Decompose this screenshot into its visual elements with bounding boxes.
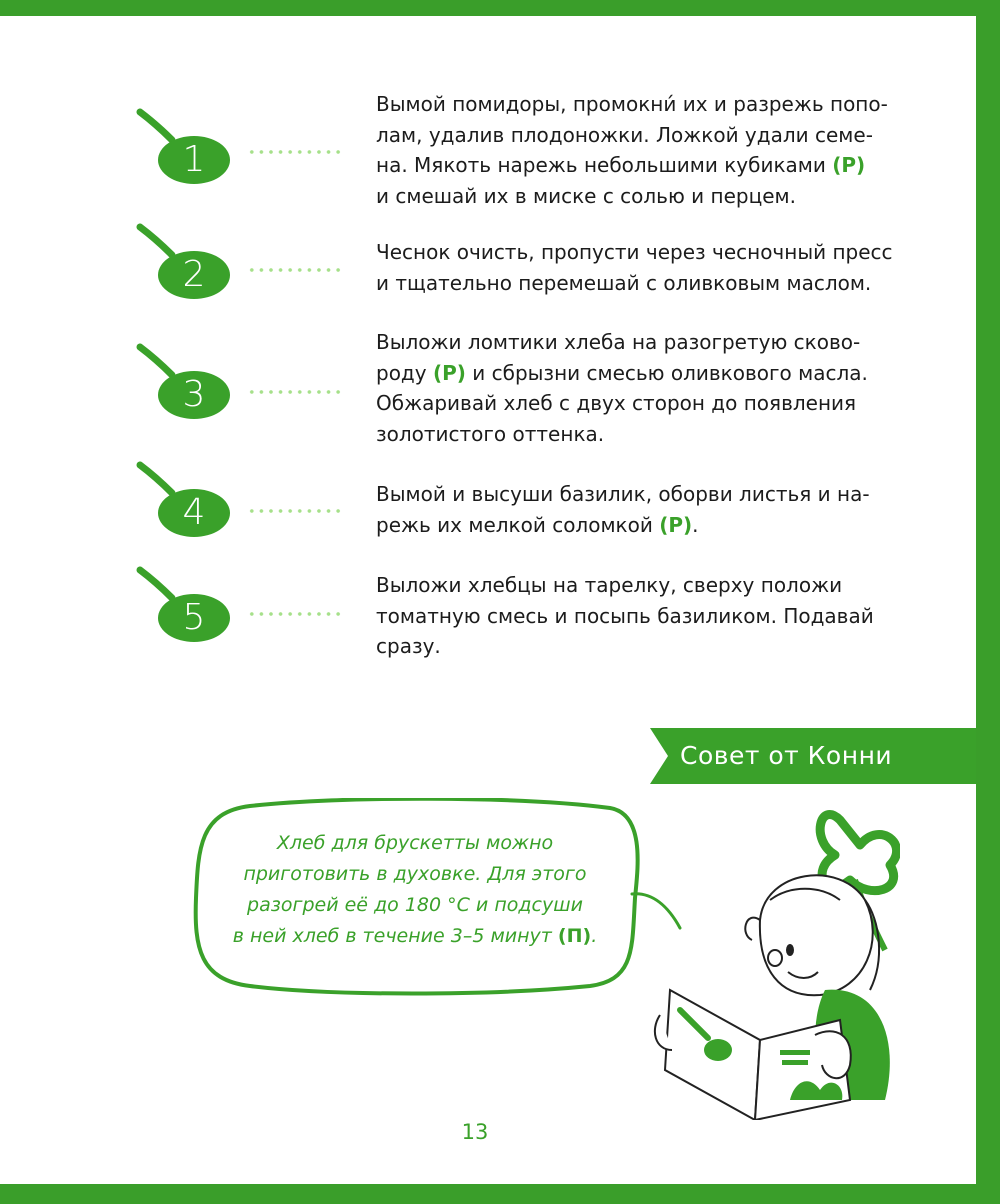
tool-tag: (Р) [832,153,866,177]
tip-text-part: . [591,925,598,947]
page-number: 13 [461,1120,489,1144]
step-number: 3 [182,374,206,415]
pan-icon [134,459,234,539]
dotted-leader [247,612,343,616]
tool-tag: (П) [557,925,592,947]
step-number: 2 [182,254,206,295]
step-text [376,570,906,662]
step-text [376,479,906,540]
pan-icon [134,564,234,644]
pan-icon [134,341,234,421]
girl-reading-illustration [650,800,900,1124]
step-text-part: и сбрызни смесью оливкового масла. Обжаривай хлеб с двух сторон до появления золотистого оттенка. [376,360,868,446]
step-number: 1 [182,139,206,180]
step-text-part: Вымой и высуши базилик, оборви листья и на- режь их мелкой соломкой [376,482,870,537]
tip-banner [650,728,976,784]
step-number: 4 [182,492,206,533]
tool-tag: (Р) [659,512,693,537]
step-text-part: и смешай их в миске с солью и перцем. [376,183,796,208]
dotted-leader [247,150,343,154]
step-text-part: Выложи ломтики хлеба на разогретую сково- роду [376,330,861,385]
recipe-page [0,16,976,1184]
dotted-leader [247,390,343,394]
step-text [376,327,906,449]
step-text-part: Вымой помидоры, промокни́ их и разрежь попо- лам, удалив плодоножки. Ложкой удали семе- на. Мякоть нарежь небольшими кубиками [376,92,888,177]
tip-banner-title: Совет от Конни [680,741,893,770]
step-text-part: Чеснок очисть, пропусти через чесночный пресс и тщательно перемешай с оливковым маслом. [376,240,893,295]
step-text-part: Выложи хлебцы на тарелку, сверху положи томатную смесь и посыпь базиликом. Подавай сразу. [376,573,874,658]
dotted-leader [247,268,343,272]
tool-tag: (Р) [432,360,466,385]
pan-icon [134,106,234,186]
tip-speech-bubble [190,798,640,988]
step-text [376,89,906,211]
tip-text-part: Хлеб для брускетты можно приготовить в духовке. Для этого разогрей её до 180 °С и подсуши в ней хлеб в течение 3–5 минут [232,832,587,947]
step-text [376,237,906,298]
step-number: 5 [182,597,206,638]
step-text-part: . [692,512,699,537]
pan-icon [134,221,234,301]
tip-text [210,828,620,952]
dotted-leader [247,509,343,513]
